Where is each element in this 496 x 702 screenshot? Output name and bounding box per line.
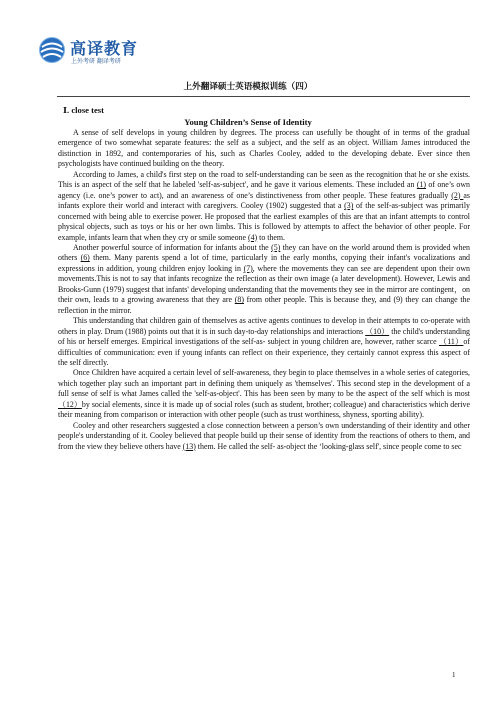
logo-subtitle: 上外考研 翻译考研	[71, 58, 121, 65]
paragraph-text: of the self-as-subject was primarily concerned with being able to exercise power. He proposed that the earliest examples of this are that an infant attempts to control physical objects, such as toys or his or her own limbs. This is followed by attempts to affect the behavior of other people. For example, infants learn that when they cry or smile someone	[58, 201, 470, 242]
title-divider	[57, 96, 470, 97]
paragraph-text: of one’s own agency (i.e. one’s power to act), and an awareness of one’s distinctiveness from other people. These features gradually	[58, 180, 470, 200]
paragraph-text: to them.	[257, 232, 286, 242]
paragraph	[58, 368, 470, 420]
paragraph-text: them. Many parents spend a lot of time, particularly in the early months, copying their infant's vocalizations and expressions in addition, young children enjoy looking in	[58, 253, 470, 273]
logo-title: 高译教育	[70, 39, 139, 58]
blank-marker: (6)	[80, 253, 90, 263]
paragraph-text: Once Children have acquired a certain level of self-awareness, they begin to place themselves in a whole series of categories, which together play such an important part in defining them uniquely as 'themselves'. This second step in the development of a full sense of self is what James called the 'self-as-object'. This has been seen by many to be the aspect of the self which is most	[58, 368, 470, 399]
paragraph-text: them. He called the self- as-object the ‘looking-glass self', since people come to sec	[195, 441, 462, 451]
paragraph-text: This understanding that children gain of themselves as active agents continues to develop in their attempts to co-operate with others in play. Drum (1988) points out that it is in such day-to-day relationships and interactions	[58, 316, 470, 336]
paragraph-text: A sense of self develops in young children by degrees. The process can usefully be thought of in terms of the gradual emergence of two somewhat separate features: the self as a subject, and the self as an object. William James introduced the distinction in 1892, and contemporaries of his, such as Charles Cooley, added to the developing debate. Ever since then psychologists have continued building on the theory.	[58, 128, 470, 169]
passage-title: Young Children’s Sense of Identity	[184, 117, 312, 127]
page-number: 1	[452, 671, 456, 679]
blank-marker: (13)	[182, 441, 196, 451]
blank-marker: (2)	[451, 190, 464, 200]
paragraph-text: as infants explore their world and interact with caregivers. Cooley (1902) suggested that a	[58, 190, 470, 211]
blank-marker: （12）	[58, 399, 82, 409]
paragraph	[58, 170, 470, 243]
blank-marker: (5)	[271, 242, 281, 252]
paragraph-text: , where the movements they can see are dependent upon their own movements.This is not to say that infants recognize the reflection as their own image (a later development). However, Lewis and Brooks-Gunn (1979) suggest that infants' developing understanding that the movements they see in the mirror are contingent，on their own, leads to a growing awareness that they are	[58, 263, 470, 305]
paragraph-text: Cooley and other researchers suggested a close connection between a person’s own understanding of their identity and other people's understanding of it. Cooley believed that people build up their sense of identity from the reactions of others to them, and from the view they believe others have	[58, 420, 470, 451]
paragraph-text: According to James, a child's first step on the road to self-understanding can be seen as the recognition that he or she exists. This is an aspect of the self that he labeled 'self-as-subject', and he gave it various elements. These included an	[58, 169, 470, 190]
blank-marker: (8)	[234, 295, 244, 305]
passage-body	[58, 128, 470, 452]
blank-marker: (7)	[243, 263, 253, 273]
blank-marker: (3)	[344, 201, 354, 211]
paragraph	[58, 243, 470, 316]
section-heading: Ⅰ. close test	[63, 105, 105, 115]
paragraph-text: the child's understanding of his or herself emerges. Empirical investigations of the self-as- subject in young children are, however, rather scarce	[58, 326, 470, 347]
blank-marker: （11）	[438, 337, 464, 347]
paragraph	[58, 128, 470, 170]
paragraph-text: they can have on the world around them is provided when others	[58, 242, 470, 263]
logo-globe-icon	[38, 36, 66, 64]
paragraph-text: Another powerful source of information for infants about the	[73, 242, 272, 252]
document-title: 上外翻译硕士英语模拟训练（四）	[183, 82, 313, 92]
blank-marker: (4)	[247, 232, 258, 242]
paragraph	[58, 421, 470, 452]
blank-marker: （10）	[365, 326, 390, 336]
blank-marker: (1)	[416, 180, 427, 190]
paragraph-text: from other people. This is because they, and (9) they can change the reflection in the mirror.	[58, 295, 471, 315]
paragraph-text: of difficulties of communication: even if young infants can reflect on their experience, they certainly cannot express this aspect of the self directly.	[58, 337, 470, 367]
paragraph-text: by social elements, since it is made up of social roles (such as student, brother; colleague) and characteristics which derive their meaning from comparison or interaction with other people (such as trust worthiness, shyness, sporting ability).	[58, 399, 470, 420]
logo	[38, 36, 178, 70]
paragraph	[58, 316, 470, 368]
